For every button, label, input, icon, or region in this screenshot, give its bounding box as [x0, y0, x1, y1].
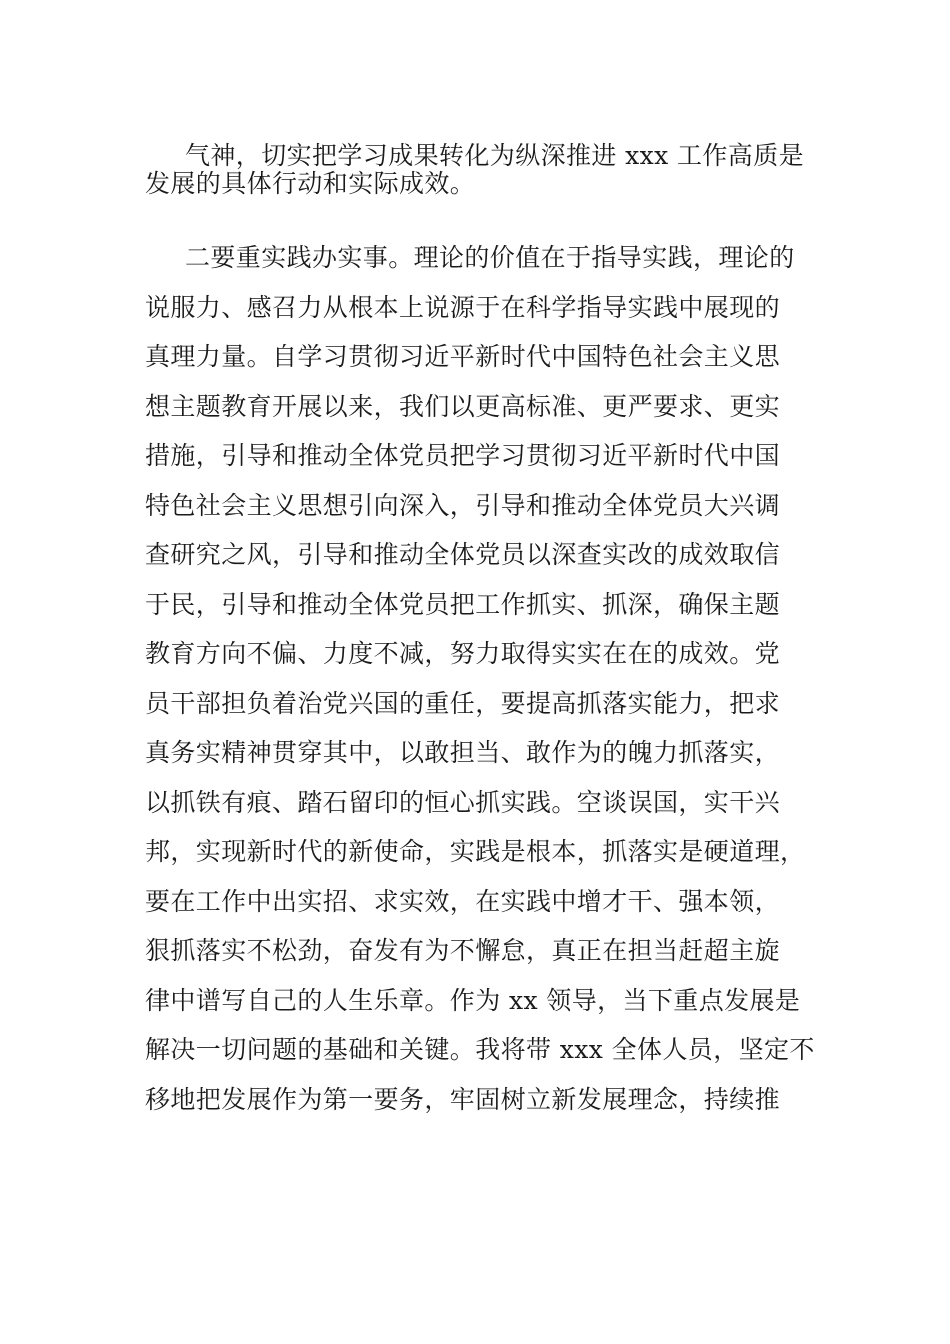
paragraph-2-line-12: 以抓铁有痕、踏石留印的恒心抓实践。空谈误国，实干兴 — [145, 788, 781, 817]
paragraph-2-line-13: 邦，实现新时代的新使命，实践是根本，抓落实是硬道理， — [145, 837, 806, 866]
paragraph-2-line-15: 狠抓落实不松劲，奋发有为不懈怠，真正在担当赶超主旋 — [145, 936, 781, 965]
paragraph-2-line-10: 员干部担负着治党兴国的重任，要提高抓落实能力，把求 — [145, 689, 781, 718]
paragraph-2-line-9: 教育方向不偏、力度不减，努力取得实实在在的成效。党 — [145, 639, 781, 668]
paragraph-1-line-1: 气神，切实把学习成果转化为纵深推进 xxx 工作高质是 — [185, 141, 804, 170]
paragraph-2-line-2: 说服力、感召力从根本上说源于在科学指导实践中展现的 — [145, 293, 781, 322]
paragraph-2-line-7: 查研究之风，引导和推动全体党员以深查实改的成效取信 — [145, 540, 781, 569]
paragraph-2-line-8: 于民，引导和推动全体党员把工作抓实、抓深，确保主题 — [145, 590, 781, 619]
paragraph-2-line-5: 措施，引导和推动全体党员把学习贯彻习近平新时代中国 — [145, 441, 781, 470]
paragraph-2-line-1: 二要重实践办实事。理论的价值在于指导实践，理论的 — [185, 243, 795, 272]
paragraph-2-line-4: 想主题教育开展以来，我们以更高标准、更严要求、更实 — [145, 392, 781, 421]
paragraph-2-line-3: 真理力量。自学习贯彻习近平新时代中国特色社会主义思 — [145, 342, 781, 371]
paragraph-2-line-11: 真务实精神贯穿其中，以敢担当、敢作为的魄力抓落实， — [145, 738, 781, 767]
paragraph-2-line-14: 要在工作中出实招、求实效，在实践中增才干、强本领， — [145, 887, 781, 916]
paragraph-1-line-2: 发展的具体行动和实际成效。 — [145, 169, 476, 198]
paragraph-2-line-16: 律中谱写自己的人生乐章。作为 xx 领导，当下重点发展是 — [145, 986, 801, 1015]
paragraph-2-line-17: 解决一切问题的基础和关键。我将带 xxx 全体人员，坚定不 — [145, 1035, 815, 1064]
paragraph-2-line-6: 特色社会主义思想引向深入，引导和推动全体党员大兴调 — [145, 491, 781, 520]
paragraph-2-line-18: 移地把发展作为第一要务，牢固树立新发展理念，持续推 — [145, 1085, 781, 1114]
